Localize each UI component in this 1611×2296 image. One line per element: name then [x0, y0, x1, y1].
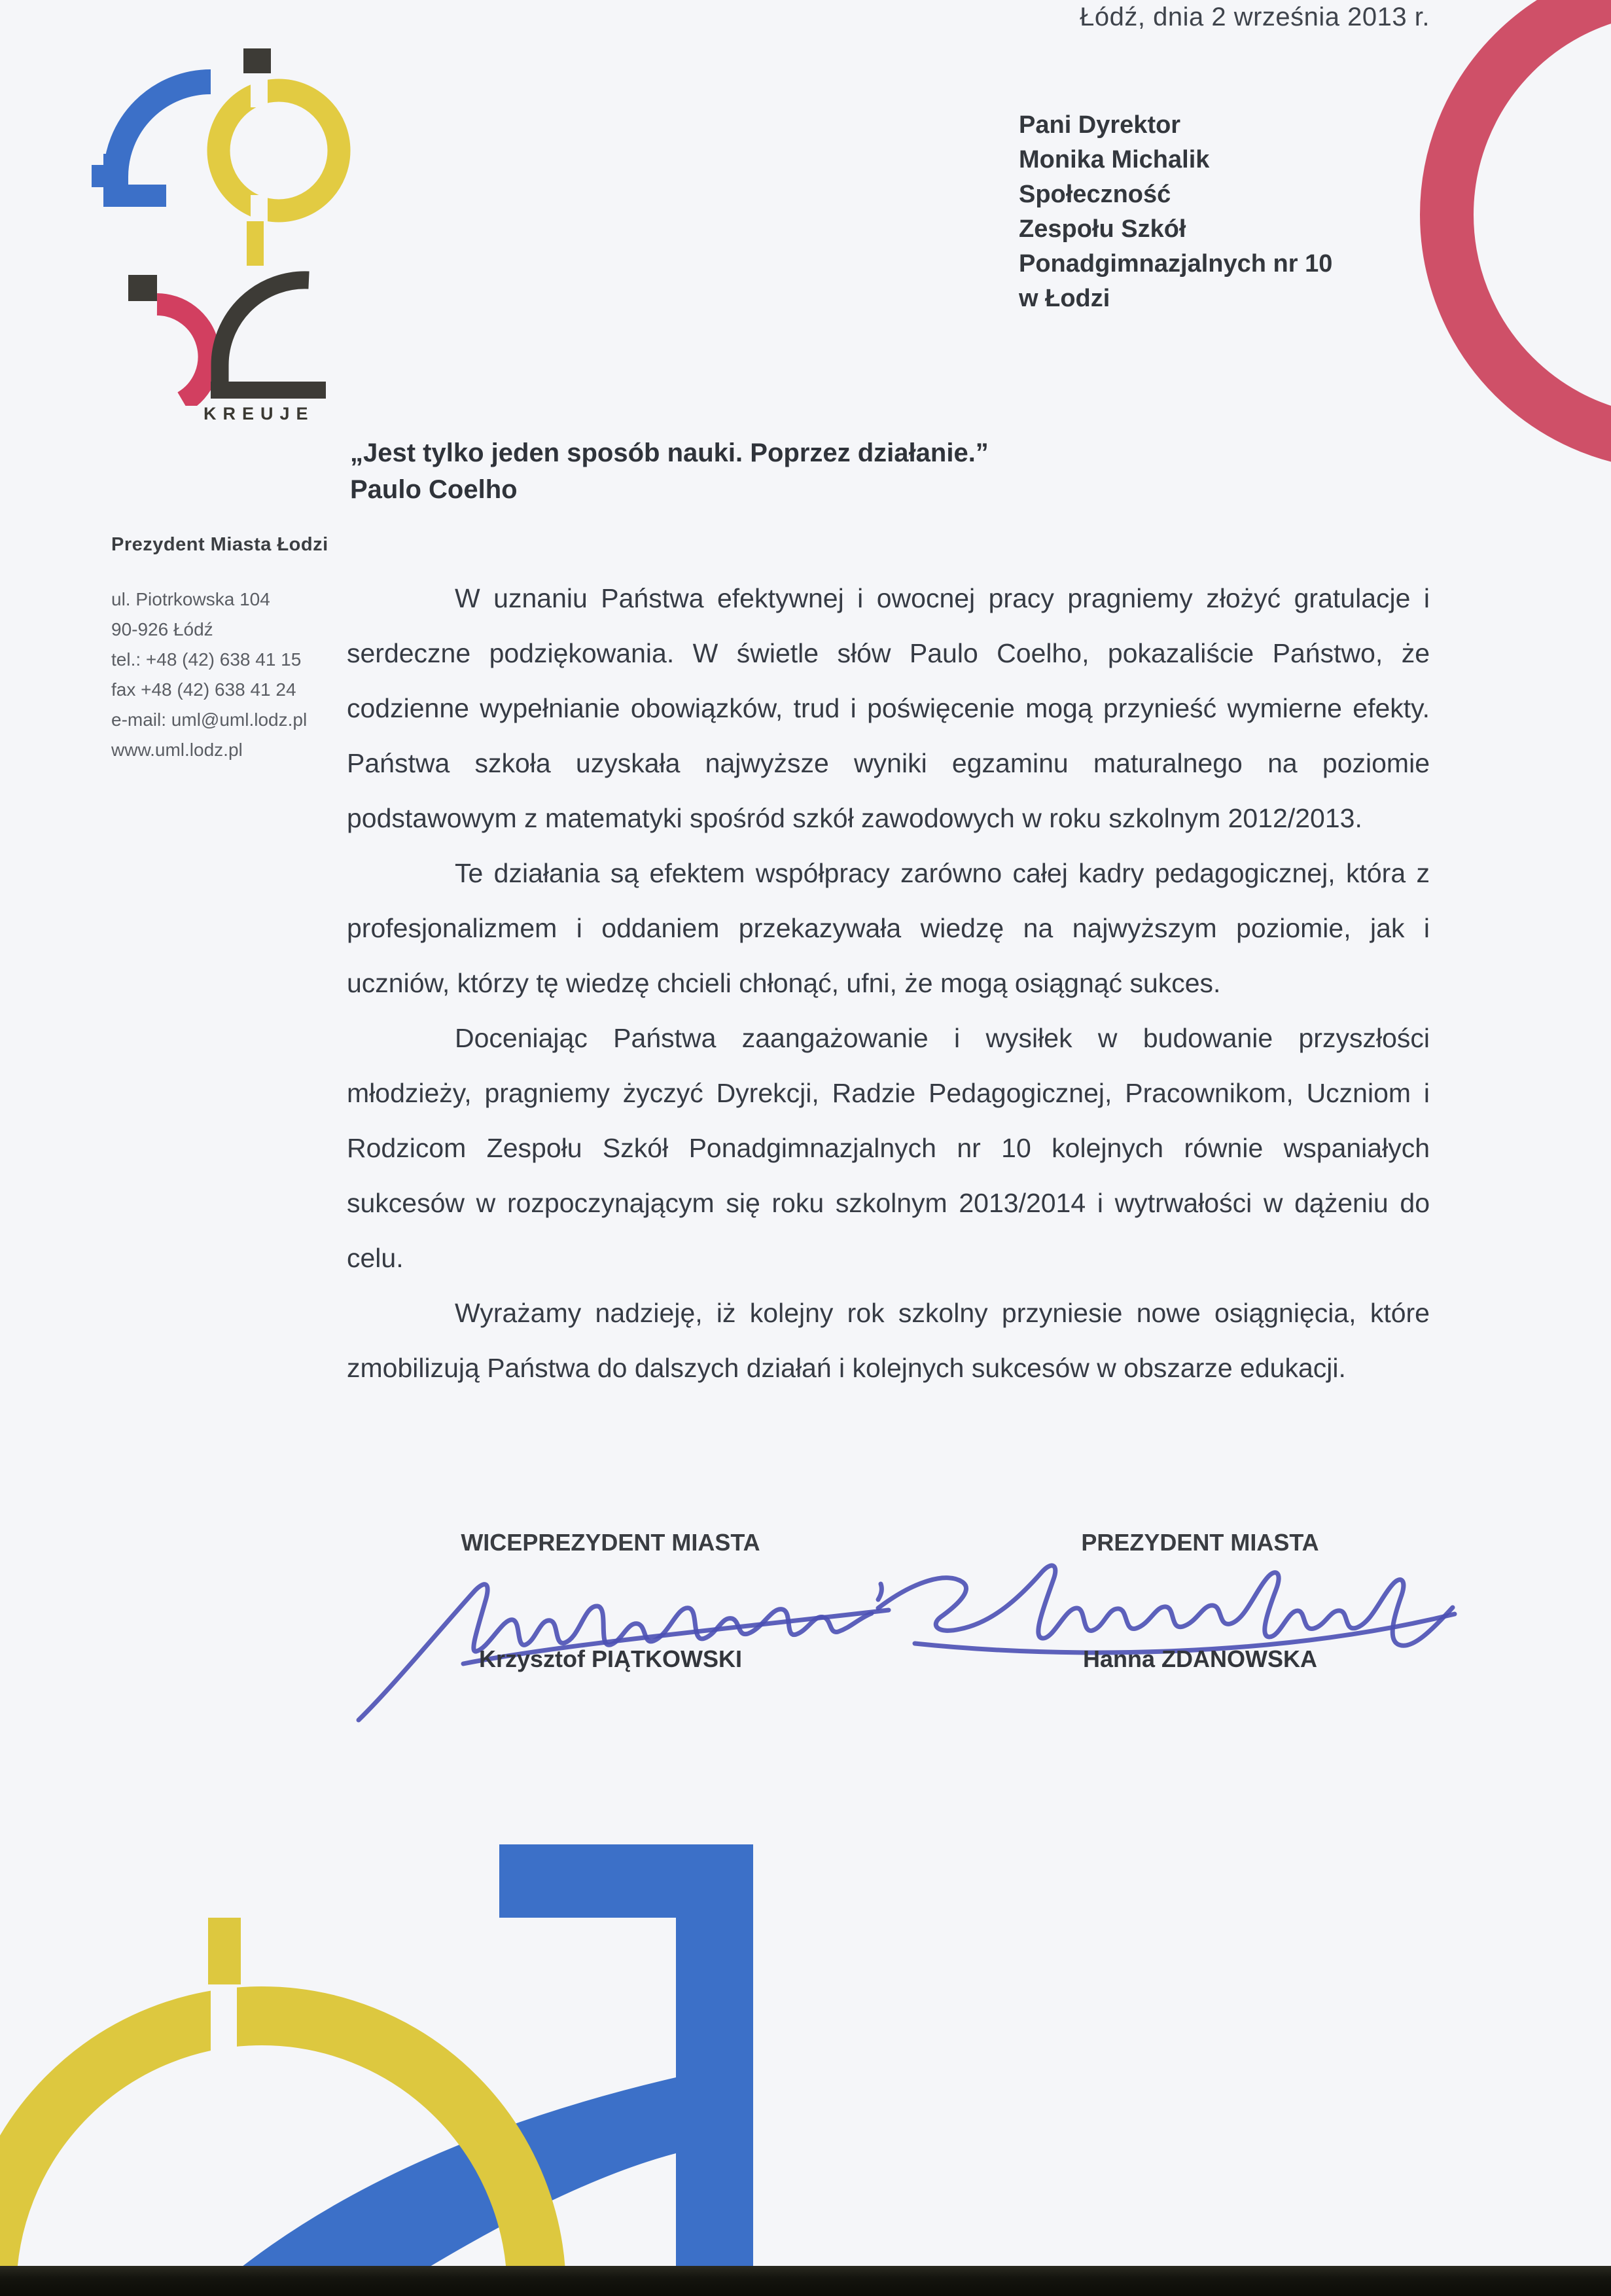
- address-line: fax +48 (42) 638 41 24: [111, 679, 296, 700]
- logo-letter-o-icon: [219, 48, 339, 266]
- signature-title-viceprezydent: WICEPREZYDENT MIASTA: [461, 1529, 760, 1556]
- recipient-line: w Łodzi: [1019, 285, 1110, 312]
- logo-letter-l-icon: [92, 82, 211, 207]
- quote-text: „Jest tylko jeden sposób nauki. Poprzez działanie.”: [350, 439, 989, 467]
- signature-name-zdanowska: Hanna ZDANOWSKA: [1083, 1645, 1317, 1672]
- recipient-line: Społeczność: [1019, 181, 1171, 208]
- address-line: 90-926 Łódź: [111, 619, 213, 639]
- bottom-logo-art: [0, 1826, 818, 2296]
- recipient-line: Monika Michalik: [1019, 146, 1210, 173]
- logo-accent-square-icon: [128, 275, 157, 301]
- logo-letter-z-icon: [211, 280, 326, 399]
- scan-edge-band: [0, 2266, 1611, 2296]
- quote-block: [350, 435, 989, 508]
- body-paragraph: W uznaniu Państwa efektywnej i owocnej pracy pragniemy złożyć gratulacje i serdeczne podziękowania. W świetle słów Paulo Coelho, pokazaliście Państwo, że codzienne wypełnianie obowiązków, trud i poświęcenie mogą przynieść wymierne efekty. Państwa szkoła uzyskała najwyższe wyniki egzaminu maturalnego na poziomie podstawowym z matematyki spośród szkół zawodowych w roku szkolnym 2012/2013.: [347, 583, 1430, 833]
- address-line: www.uml.lodz.pl: [111, 740, 243, 760]
- body-paragraph: Doceniając Państwa zaangażowanie i wysiłek w budowanie przyszłości młodzieży, pragniemy życzyć Dyrekcji, Radzie Pedagogicznej, Pracownikom, Uczniom i Rodzicom Zespołu Szkół Ponadgimnazjalnych nr 10 kolejnych równie wspaniałych sukcesów w rozpoczynającym się roku szkolnym 2013/2014 i wytrwałości w dążeniu do celu.: [347, 1023, 1430, 1273]
- lodz-kreuje-logo: [59, 39, 360, 406]
- quote-author: Paulo Coelho: [350, 475, 518, 504]
- recipient-block: [1019, 108, 1332, 316]
- logo-letter-d-icon: [157, 304, 209, 402]
- recipient-line: Ponadgimnazjalnych nr 10: [1019, 250, 1333, 278]
- sender-address: [111, 584, 307, 765]
- address-line: e-mail: uml@uml.lodz.pl: [111, 709, 308, 730]
- recipient-line: Pani Dyrektor: [1019, 111, 1181, 139]
- signature-title-prezydent: PREZYDENT MIASTA: [1081, 1529, 1319, 1556]
- address-line: tel.: +48 (42) 638 41 15: [111, 649, 302, 670]
- address-line: ul. Piotrkowska 104: [111, 589, 270, 609]
- sender-title: Prezydent Miasta Łodzi: [111, 534, 328, 555]
- corner-red-ring-icon: [1420, 0, 1611, 470]
- signature-name-piatkowski: Krzysztof PIĄTKOWSKI: [478, 1645, 742, 1672]
- recipient-line: Zespołu Szkół: [1019, 215, 1186, 243]
- body-paragraph: Te działania są efektem współpracy zarówno całej kadry pedagogicznej, która z profesjonalizmem i oddaniem przekazywała wiedzę na najwyższym poziomie, jak i uczniów, którzy tę wiedzę chcieli chłonąć, ufni, że mogą osiągnąć sukces.: [347, 858, 1430, 998]
- letter-body: [347, 571, 1430, 1395]
- letter-date: Łódź, dnia 2 września 2013 r.: [1080, 3, 1430, 31]
- logo-wordmark: KREUJE: [204, 404, 315, 423]
- bottom-blue-letter-icon: [242, 1844, 753, 2296]
- body-paragraph: Wyrażamy nadzieję, iż kolejny rok szkolny przyniesie nowe osiągnięcia, które zmobilizują Państwa do dalszych działań i kolejnych sukcesów w obszarze edukacji.: [347, 1298, 1430, 1383]
